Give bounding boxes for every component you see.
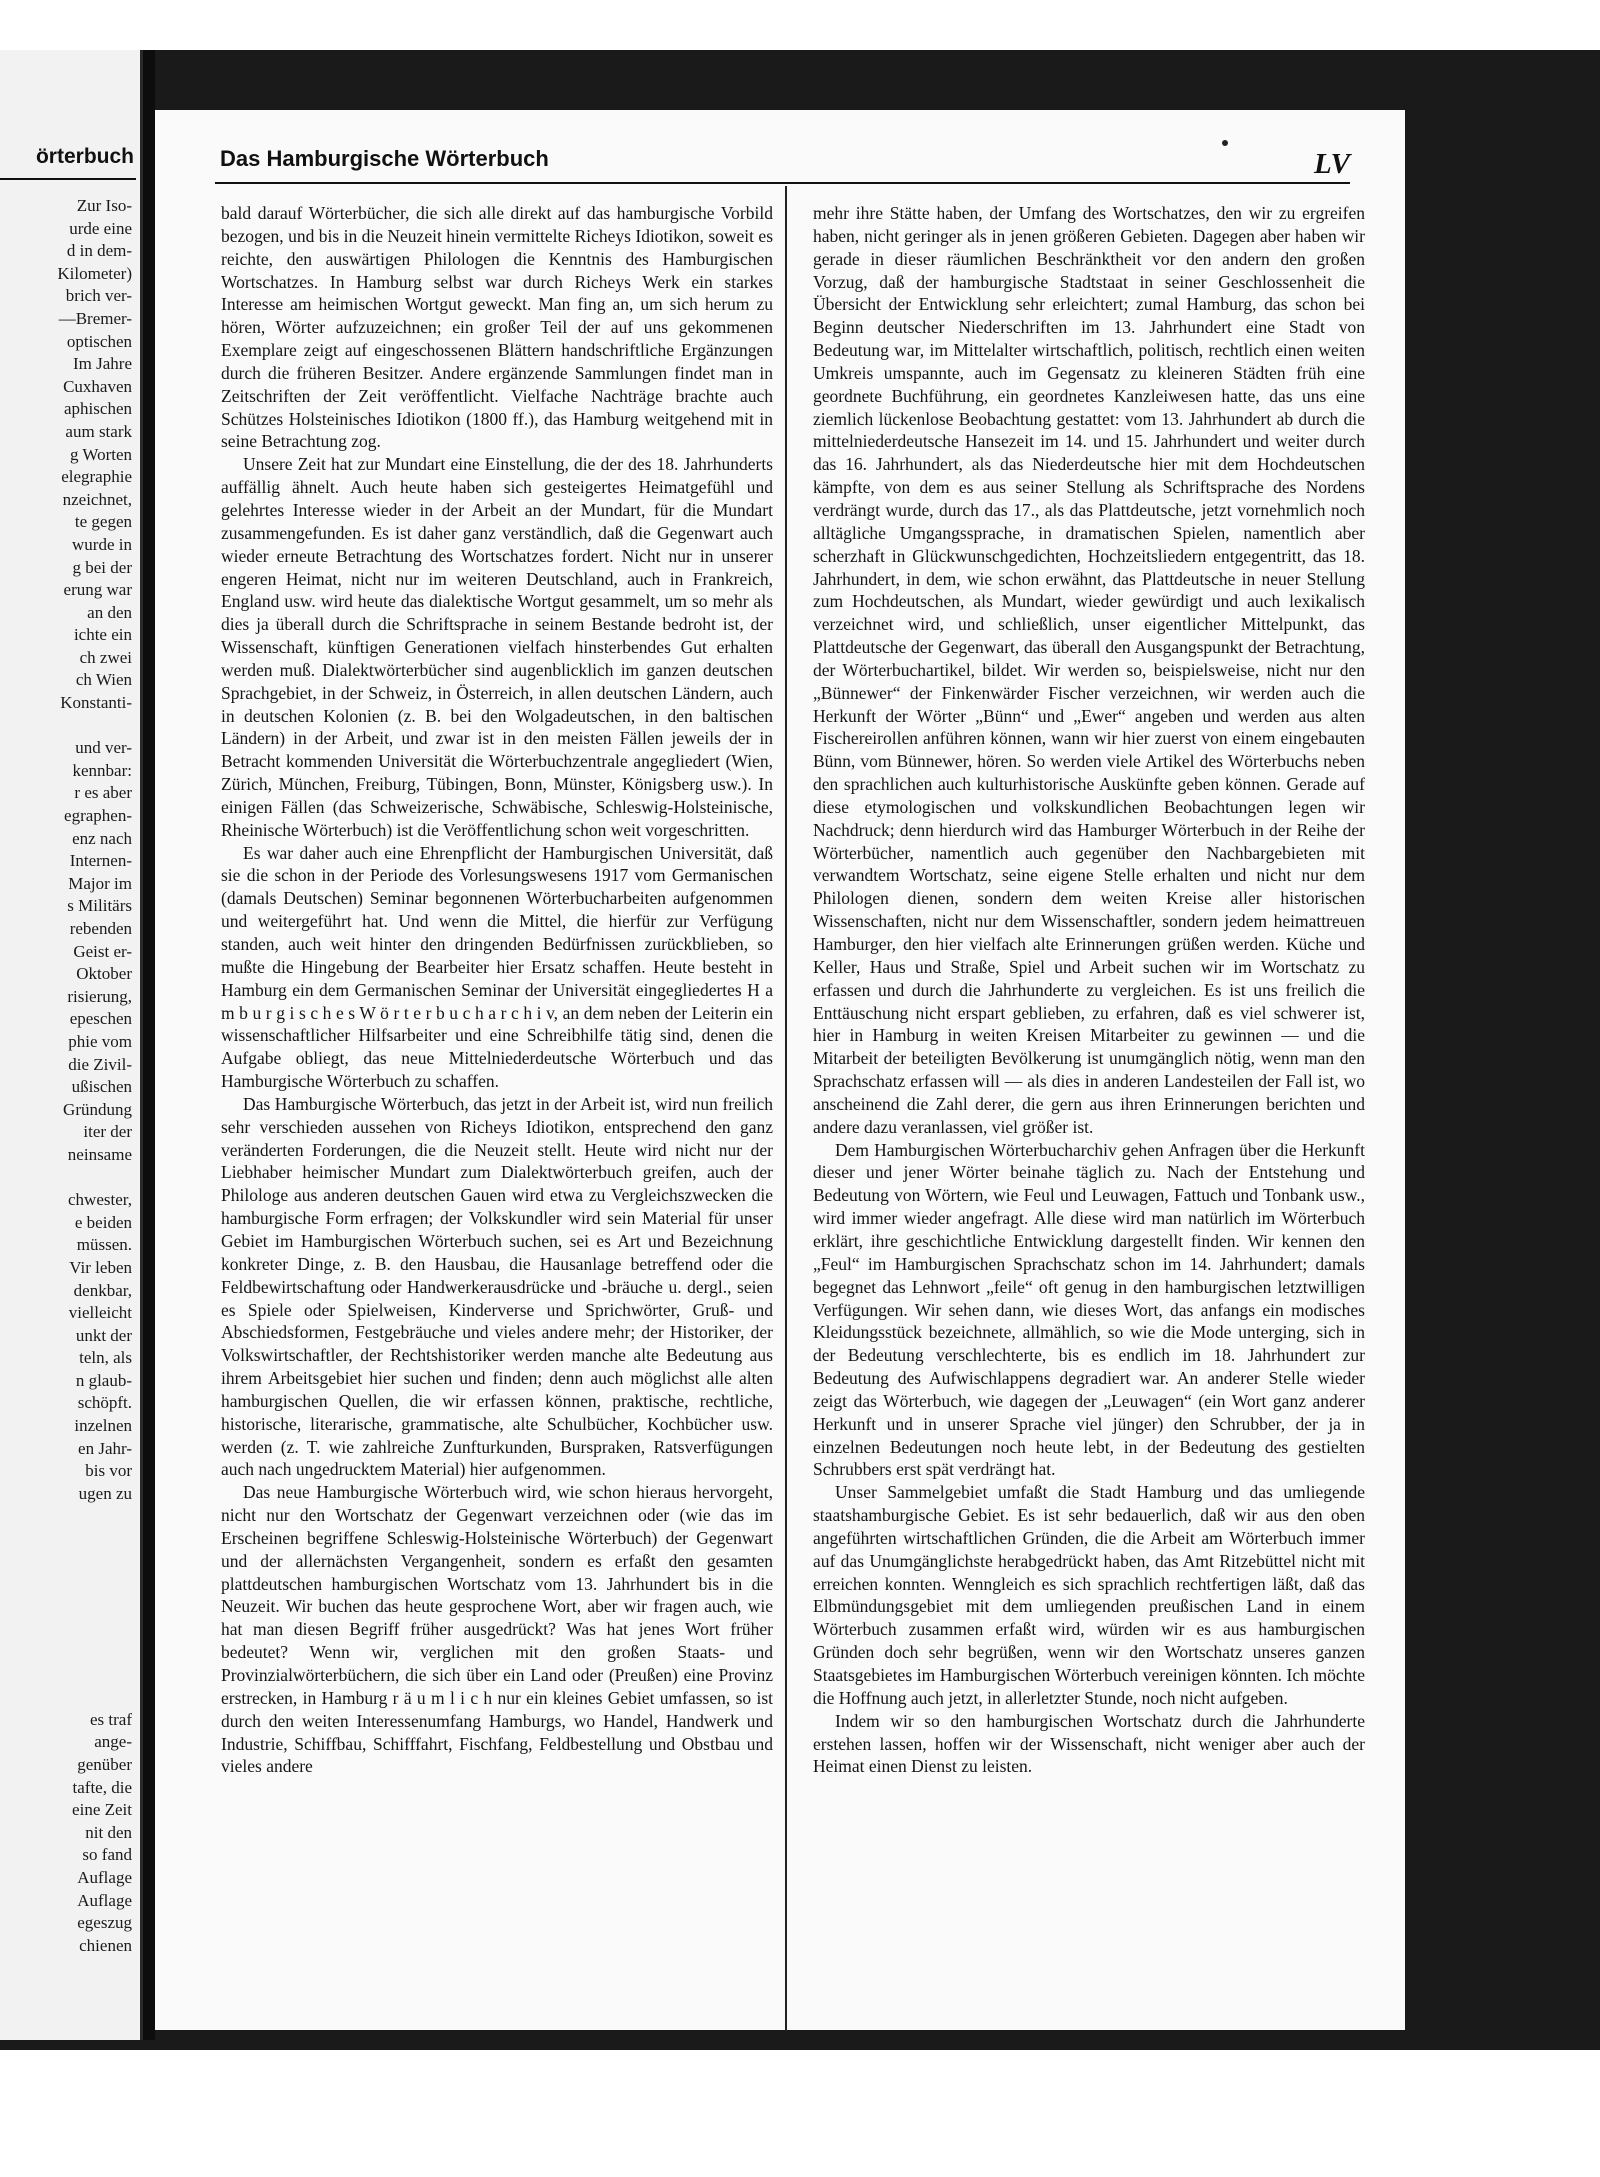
previous-page-line: te gegen — [74, 512, 132, 532]
previous-page-line: erung war — [63, 580, 132, 600]
previous-page-column — [2, 195, 132, 1957]
previous-page-line: so fand — [82, 1845, 132, 1865]
previous-page-line — [2, 1664, 132, 1687]
paragraph: Unsere Zeit hat zur Mundart eine Einstellung, die der des 18. Jahrhunderts auffällig ähnelt. Auch heute haben sich gesteigertes Heimatgefühl und gelehrtes Interesse wieder in der Arbeit an der Mundart, für die Mundart zusammengefunden. Es ist daher ganz verständlich, daß die Gegenwart auch wieder erneute Betrachtung des Wortschatzes fordert. Nicht nur in unserer engeren Heimat, nicht nur im weiteren Deutschland, auch in Frankreich, England usw. wird heute das dialektische Wortgut gesammelt, um so mehr als dies ja überall durch die Schriftsprache in seinem Bestande bedroht ist, der Wissenschaft, künftigen Generationen vielfach hinsterbendes Gut erhalten werden muß. Dialektwörterbücher sind augenblicklich im ganzen deutschen Sprachgebiet, in der Schweiz, in Österreich, in allen deutschen Ländern, auch in deutschen Kolonien (z. B. bei den Wolgadeutschen, in den baltischen Ländern) in der Arbeit, und zwar ist in den meisten Fällen jeweils der in Betracht kommenden Universität die Wörterbuchzentrale angegliedert (Wien, Zürich, München, Freiburg, Tübingen, Bonn, Münster, Königsberg usw.). In einigen Fällen (das Schweizerische, Schwäbische, Schleswig-Holsteinische, Rheinische Wörterbuch) ist die Veröffentlichung schon weit vorgeschritten. — [221, 454, 773, 840]
page-number: LV — [1314, 148, 1350, 180]
previous-page-line: aum stark — [65, 421, 132, 441]
previous-page-line: teln, als — [79, 1348, 132, 1368]
ink-speck — [1222, 140, 1228, 146]
previous-page-line: Cuxhaven — [63, 376, 132, 396]
previous-page-line: an den — [87, 602, 132, 622]
previous-page-line — [2, 715, 132, 738]
previous-page-line: iter der — [83, 1122, 132, 1142]
previous-page-line: eine Zeit — [72, 1800, 132, 1820]
previous-page-line: Geist er- — [73, 941, 132, 961]
previous-page-line: urde eine — [69, 218, 132, 238]
previous-page-line: wurde in — [72, 534, 132, 554]
paragraph: Indem wir so den hamburgischen Wortschatz durch die Jahrhunderte erstehen lassen, hoffen wir der Wissenschaft, nicht weniger aber auch der Heimat einen Dienst zu leisten. — [813, 1710, 1365, 1777]
previous-page-line: risierung, — [67, 986, 132, 1006]
previous-page-line: en Jahr- — [78, 1438, 132, 1458]
previous-page-line: inzelnen — [74, 1416, 132, 1436]
previous-page-line: Kilometer) — [57, 263, 132, 283]
previous-page-line: Major im — [68, 873, 132, 893]
previous-page-line: enz nach — [72, 828, 132, 848]
paragraph: Unser Sammelgebiet umfaßt die Stadt Hamburg und das umliegende staatshamburgische Gebiet. Es ist sehr bedauerlich, daß wir aus den oben angeführten wirtschaftlichen Gründen, die die Arbeit am Wörterbuch immer auf das Unumgänglichste herabgedrückt haben, das Amt Ritzebüttel nicht mit erreichen konnten. Wenngleich es sich sprachlich rechtfertigen läßt, daß das Elbmündungsgebiet mit dem umliegenden preußischen Land in einem Wörterbuch zusammen erfaßt wird, würden wir es aus hamburgischen Gründen doch sehr begrüßen, wenn wir den Wortschatz unseres ganzen Staatsgebietes im Hamburgischen Wörterbuch vereinigen könnten. Ich möchte die Hoffnung auch jetzt, in allerletzter Stunde, noch nicht aufgeben. — [813, 1482, 1365, 1708]
previous-page-line — [2, 1596, 132, 1619]
previous-page-line: n glaub- — [75, 1370, 132, 1390]
previous-page-line: rebenden — [69, 919, 132, 938]
previous-page-line — [2, 1551, 132, 1574]
previous-page-line: Vir leben — [69, 1257, 132, 1277]
previous-page-line: Internen- — [69, 851, 132, 871]
previous-page-line: optischen — [66, 331, 132, 351]
previous-page-line: ugen zu — [78, 1483, 132, 1503]
previous-page-line: brich ver- — [65, 286, 132, 306]
previous-page-line: —Bremer- — [58, 308, 132, 328]
previous-page-edge — [0, 50, 143, 2040]
header-rule — [215, 182, 1350, 184]
previous-page-line: es traf — [89, 1709, 132, 1729]
previous-page-line: elegraphie — [61, 467, 132, 487]
previous-page-line: egraphen- — [64, 806, 132, 826]
previous-page-line: schöpft. — [77, 1393, 132, 1413]
previous-page-line: Auflage — [77, 1867, 132, 1887]
book-gutter — [143, 50, 155, 2040]
paragraph: Dem Hamburgischen Wörterbucharchiv gehen Anfragen über die Herkunft dieser und jener Wörter beinahe täglich zu. Nach der Entstehung und Bedeutung von Wörtern, wie Feul und Leuwagen, Fattuch und Tonbank usw., wird immer wieder angefragt. Alle diese wird man natürlich im Wörterbuch erklärt, ihre geschichtliche Entwicklung dargestellt finden. Wir kennen den „Feul“ im Hamburgischen Sprachschatz schon im 14. Jahrhundert; damals begegnet das Lehnwort „feile“ oft genug in den hamburgischen letztwilligen Verfügungen. Wir sehen dann, wie dieses Wort, das anfangs ein modisches Kleidungsstück bezeichnete, allmählich, so wie die Mode unterging, sich in der Bedeutung verschlechterte, bis es endlich im 18. Jahrhundert zur Bedeutung des Aufwischlappens degradiert war. An anderer Stelle wieder zeigt das Wörterbuch, wie dagegen der „Leuwagen“ (ein Wort ganz anderer Herkunft und in unserer Sprache viel jünger) den Schrubber, der ja in einzelnen Bedeutungen noch heute lebt, in der Bedeutung des gestielten Schrubbers erst spät verdrängt hat. — [813, 1139, 1365, 1480]
previous-page-line: Gründung — [63, 1099, 132, 1119]
right-column — [813, 202, 1365, 1778]
previous-page-line: müssen. — [76, 1235, 132, 1255]
previous-page-line: ußischen — [71, 1077, 132, 1097]
previous-page-line: Konstanti- — [60, 693, 132, 713]
previous-page-line: g bei der — [72, 557, 132, 577]
previous-page-line: tafte, die — [72, 1777, 132, 1797]
previous-page-line: nit den — [85, 1822, 132, 1842]
previous-page-line: die Zivil- — [68, 1054, 132, 1074]
previous-page-line: r es aber — [74, 783, 132, 803]
previous-page-line: Auflage — [77, 1890, 132, 1910]
previous-page-line: nzeichnet, — [62, 489, 132, 509]
running-title: Das Hamburgische Wörterbuch — [220, 146, 549, 171]
previous-page-line — [2, 1505, 132, 1528]
column-divider — [785, 186, 787, 2031]
previous-page-line: s Militärs — [67, 896, 132, 916]
previous-page-line: phie vom — [68, 1031, 132, 1051]
previous-page-line: aphischen — [64, 399, 132, 419]
previous-page-rule — [0, 178, 136, 180]
previous-page-line — [2, 1686, 132, 1709]
previous-page-line: vielleicht — [68, 1303, 132, 1323]
previous-page-line: Oktober — [76, 964, 132, 984]
previous-page-line: Zur Iso- — [76, 196, 132, 215]
page — [155, 110, 1405, 2030]
previous-page-line: unkt der — [75, 1325, 132, 1345]
previous-page-line: egeszug — [77, 1913, 132, 1933]
paragraph: Es war daher auch eine Ehrenpflicht der Hamburgischen Universität, daß sie die schon in der Periode des Vorlesungswesens 1917 vom Germanischen (damals Deutschen) Seminar begonnenen Wörterbucharbeiten aufgenommen und weitergeführt hat. Und wenn die Mittel, die hierfür zur Verfügung standen, auch weit hinter den dringenden Bedürfnissen zurückblieben, so mußte die Hingebung der Bearbeiter hier Ersatz schaffen. Heute besteht in Hamburg ein dem Germanischen Seminar der Universität eingegliedertes H a m b u r g i s c h e s W ö r t e r b u c h a r c h i v, an dem neben der Leiterin ein wissenschaftlicher Hilfsarbeiter und eine Schreibhilfe tätig sind, denen die Aufgabe obliegt, das neue Mittelniederdeutsche Wörterbuch und das Hamburgische Wörterbuch zu schaffen. — [221, 842, 773, 1092]
paragraph: Das Hamburgische Wörterbuch, das jetzt in der Arbeit ist, wird nun freilich sehr verschieden aussehen von Richeys Idiotikon, entsprechend den ganz veränderten Forderungen, die die Neuzeit stellt. Heute wird nicht nur der Liebhaber heimischer Mundart zum Dialektwörterbuch greifen, auch der Philologe aus anderen deutschen Gauen wird etwa zu Vergleichszwecken die hamburgische Form erfragen; der Volkskundler wird sein Material für unser Gebiet im Hamburgischen Wörterbuch suchen, sei es Art und Bezeichnung konkreter Dinge, z. B. den Hausbau, die Hausanlage betreffend oder die Feldbewirtschaftung oder Handwerkerausdrücke und -bräuche u. dergl., seien es Spiele oder Spielweisen, Kinderverse und Sprichwörter, Gruß- und Abschiedsformen, Festgebräuche und vieles andere mehr; der Historiker, der Volkswirtschaftler, der Rechtshistoriker werden manche alte Bedeutung aus ihrem Arbeitsgebiet hier suchen und finden; denn auch möglichst alle alten hamburgischen Quellen, die wir erfassen können, praktische, rechtliche, historische, literarische, grammatische, alte Schulbücher, Kochbücher usw. werden (z. T. wie zahlreiche Zunfturkunden, Burspraken, Ratsverfügungen auch nach ungedrucktem Material) hier aufgenommen. — [221, 1093, 773, 1480]
previous-page-line — [2, 1528, 132, 1551]
previous-page-line: neinsame — [67, 1144, 132, 1164]
previous-page-line: g Worten — [69, 444, 132, 464]
previous-page-line: chienen — [79, 1935, 132, 1955]
previous-page-header: örterbuch — [35, 145, 134, 168]
left-column — [221, 202, 773, 1778]
previous-page-line: ch zwei — [79, 647, 132, 667]
previous-page-line: und ver- — [75, 738, 132, 758]
previous-page-line: Im Jahre — [72, 354, 132, 374]
previous-page-line: ch Wien — [75, 670, 132, 690]
previous-page-line — [2, 1641, 132, 1664]
previous-page-line — [2, 1167, 132, 1190]
previous-page-line: d in dem- — [66, 241, 132, 261]
previous-page-line: denkbar, — [73, 1280, 132, 1300]
previous-page-line: bis vor — [85, 1461, 132, 1481]
paragraph: Das neue Hamburgische Wörterbuch wird, wie schon hieraus hervorgeht, nicht nur den Wortschatz der Gegenwart verzeichnen oder (wie das im Erscheinen begriffene Schleswig-Holsteinische Wörterbuch) der Gegenwart und der allernächsten Vergangenheit, sondern es erfaßt den gesamten plattdeutschen hamburgischen Wortschatz vom 13. Jahrhundert bis in die Neuzeit. Wir buchen das heute gesprochene Wort, aber wir fragen auch, wie hat man diesen Begriff früher ausgedrückt? Was hat jenes Wort früher bedeutet? Wenn wir, verglichen mit den großen Staats- und Provinzialwörterbüchern, die sich über ein Land oder (Preußen) eine Provinz erstrecken, in Hamburg r ä u m l i c h nur ein kleines Gebiet umfassen, so ist durch den weiten Interessenumfang Hamburgs, wo Handel, Handwerk und Industrie, Schiffbau, Schifffahrt, Fischfang, Feldbestellung und Obstbau und vieles andere — [221, 1482, 773, 1777]
paragraph: mehr ihre Stätte haben, der Umfang des Wortschatzes, den wir zu ergreifen haben, nicht geringer als in jenen größeren Gebieten. Dagegen aber haben wir gerade in dieser räumlichen Beschränktheit vor den andern den großen Vorzug, daß der hamburgische Stadtstaat in seiner Geschlossenheit die Übersicht der Entwicklung sehr erleichtert; zumal Hamburg, das schon bei Beginn deutscher Niederschriften im 13. Jahrhundert eine Stadt von Bedeutung war, im Mittelalter wirtschaftlich, politisch, rechtlich einen weiten Umkreis umspannte, auch im Gegensatz zu kleineren Städten früh eine geordnete Buchführung, ein geordnetes Kanzleiwesen hatte, das uns eine ziemlich lückenlose Beobachtung gestattet: vom 13. Jahrhundert ab durch die mittelniederdeutsche Hansezeit im 14. und 15. Jahrhundert und weiter durch das 16. Jahrhundert, als das Niederdeutsche hier mit dem Hochdeutschen kämpfte, von dem es aus seiner Stellung als Schriftsprache des Nordens verdrängt wurde, durch das 17., als das Plattdeutsche, jetzt vornehmlich noch alltägliche Umgangssprache, in dramatischen Spielen, namentlich aber scherzhaft in Glückwunschgedichten, Hochzeitsliedern entgegentritt, das 18. Jahrhundert, in dem, wie schon erwähnt, das Plattdeutsche in neuer Stellung zum Hochdeutschen, als Mundart, wieder gewürdigt und auch lexikalisch verzeichnet wird, und schließlich, unser eigentlicher Mittelpunkt, das Plattdeutsche der Gegenwart, das überall den Ausgangspunkt der Betrachtung, der Wörterbuchartikel, bildet. Wir werden so, beispielsweise, nicht nur den „Bünnewer“ der Finkenwärder Fischer verzeichnen, wir werden auch die Herkunft der Wörter „Bünn“ und „Ewer“ angeben und werden aus alten Fischereirollen anführen können, wann wir hier zuerst von einem eingebauten Bünn, vom Bünnewer, hören. So werden viele Artikel des Wörterbuchs neben den sprachlichen auch kulturhistorische Auskünfte geben können. Gerade auf diese etymologischen und volkskundlichen Beobachtungen legen wir Nachdruck; denn hierdurch wird das Hamburger Wörterbuch in der Reihe der Wörterbücher, namentlich auch gegenüber den Nachbargebieten mit verwandtem Wortschatz, seine eigene Stelle erhalten und nicht nur dem Philologen dienen, sondern dem weiten Kreise aller historischen Wissenschaften, nicht nur dem Wissenschaftler, sondern jedem heimattreuen Hamburger, den hier vielfach alte Erinnerungen grüßen werden. Küche und Keller, Haus und Straße, Spiel und Arbeit suchen wir im Wortschatz zu erfassen und durch die Jahrhunderte zu vergleichen. Es ist uns freilich die Enttäuschung nicht erspart geblieben, zu erfahren, daß es viel schwerer ist, hier in Hamburg in weiten Kreisen Mitarbeiter zu gewinnen — und die Mitarbeit der beteiligten Bevölkerung ist unumgänglich nötig, wenn man den Sprachschatz erfassen will — als dies in anderen Landesteilen der Fall ist, wo anscheinend die Zahl derer, die gern aus ihren Erinnerungen berichten und andere dazu veranlassen, viel größer ist. — [813, 203, 1365, 1137]
paragraph: bald darauf Wörterbücher, die sich alle direkt auf das hamburgische Vorbild bezogen, und bis in die Neuzeit hinein vermittelte Richeys Idiotikon, soweit es reichte, den auswärtigen Philologen die Kenntnis des Hamburgischen Wortschatzes. In Hamburg selbst war durch Richeys Werk ein starkes Interesse am heimischen Wortgut geweckt. Man fing an, um sich herum zu hören, Wörter aufzuzeichnen; ein großer Teil der auf uns gekommenen Exemplare zeigt auf eingeschossenen Blättern handschriftliche Ergänzungen durch die früheren Besitzer. Andere ergänzende Sammlungen findet man in Zeitschriften der Zeit veröffentlicht. Vielfache Nachträge brachte auch Schützes Holsteinisches Idiotikon (1800 ff.), das Hamburg weitgehend mit in seine Betrachtung zog. — [221, 203, 773, 452]
previous-page-line: e beiden — [74, 1212, 132, 1232]
previous-page-line: epeschen — [69, 1009, 132, 1029]
previous-page-line — [2, 1573, 132, 1596]
previous-page-line — [2, 1618, 132, 1641]
previous-page-line: genüber — [77, 1754, 132, 1774]
previous-page-line: ichte ein — [73, 625, 132, 645]
previous-page-line: ange- — [94, 1732, 132, 1752]
previous-page-line: chwester, — [68, 1190, 132, 1210]
previous-page-line: kennbar: — [72, 760, 132, 780]
